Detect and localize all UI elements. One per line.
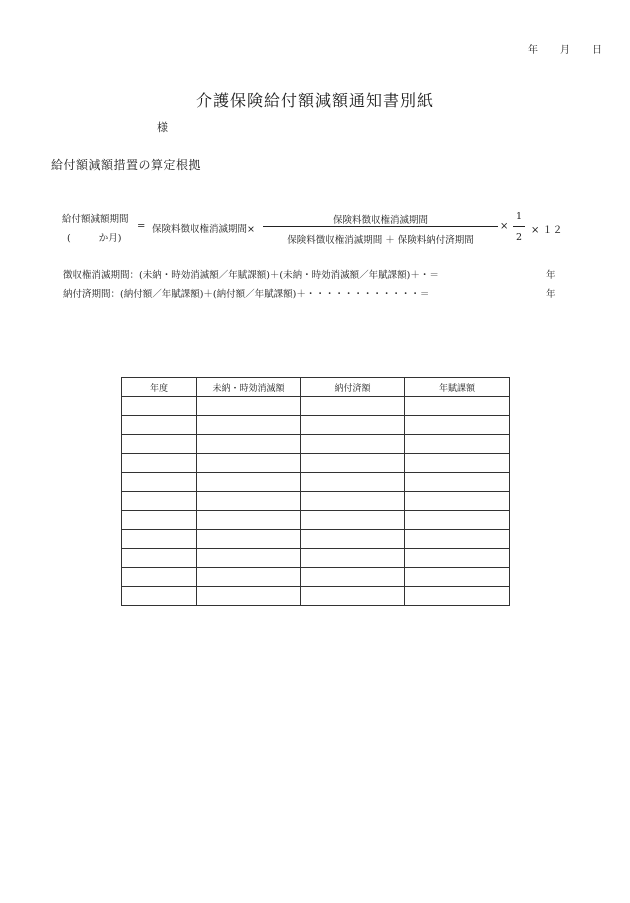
table-cell[interactable]	[301, 416, 405, 435]
table-row	[122, 454, 510, 473]
header-unpaid-expired: 未納・時効消滅額	[197, 378, 301, 397]
table-cell[interactable]	[122, 549, 197, 568]
table-cell[interactable]	[197, 530, 301, 549]
formula-lhs-term: 保険料徴収権消滅期間×	[152, 224, 255, 235]
calc-line-collection-unit: 年	[546, 270, 556, 281]
date-line	[528, 41, 602, 56]
table-cell[interactable]	[405, 416, 510, 435]
table-cell[interactable]	[197, 416, 301, 435]
table-row	[122, 397, 510, 416]
table-row	[122, 473, 510, 492]
date-month-label: 月	[560, 45, 570, 56]
formula-label: 給付額減額期間	[62, 214, 129, 225]
table-cell[interactable]	[301, 492, 405, 511]
table-cell[interactable]	[405, 492, 510, 511]
addressee-suffix: 様	[157, 121, 168, 134]
table-cell[interactable]	[405, 511, 510, 530]
table-cell[interactable]	[122, 492, 197, 511]
calc-line-paid-period: 納付済期間：(納付額／年賦課額)＋(納付額／年賦課額)＋・・・・・・・・・・・・＝	[63, 289, 430, 300]
records-table	[121, 377, 510, 606]
formula-equals: =	[137, 221, 146, 232]
table-row	[122, 511, 510, 530]
table-cell[interactable]	[405, 587, 510, 606]
table-cell[interactable]	[405, 549, 510, 568]
table-cell[interactable]	[197, 587, 301, 606]
table-cell[interactable]	[197, 492, 301, 511]
section-heading: 給付額減額措置の算定根拠	[51, 158, 202, 172]
table-cell[interactable]	[197, 454, 301, 473]
formula-fraction-bar	[263, 226, 498, 227]
formula-half-numerator: 1	[515, 211, 523, 222]
calc-line-paid-unit: 年	[546, 289, 556, 300]
table-cell[interactable]	[405, 568, 510, 587]
table-cell[interactable]	[301, 549, 405, 568]
table-cell[interactable]	[197, 568, 301, 587]
table-header-row	[122, 378, 510, 397]
table-row	[122, 530, 510, 549]
table-cell[interactable]	[301, 397, 405, 416]
table-cell[interactable]	[197, 473, 301, 492]
table-cell[interactable]	[122, 454, 197, 473]
formula-numerator: 保険料徴収権消滅期間	[332, 215, 428, 226]
table-cell[interactable]	[197, 397, 301, 416]
table-cell[interactable]	[405, 397, 510, 416]
formula-times: ×	[500, 221, 509, 232]
formula-months-label	[67, 230, 121, 244]
table-cell[interactable]	[197, 549, 301, 568]
table-cell[interactable]	[301, 435, 405, 454]
table-cell[interactable]	[122, 568, 197, 587]
formula-denominator: 保険料徴収権消滅期間 ＋ 保険料納付済期間	[287, 235, 474, 246]
table-cell[interactable]	[405, 473, 510, 492]
table-cell[interactable]	[301, 473, 405, 492]
formula-open-paren: (	[67, 233, 71, 244]
formula-half-bar	[513, 226, 525, 227]
header-annual-levy: 年賦課額	[405, 378, 510, 397]
table-row	[122, 568, 510, 587]
table-cell[interactable]	[301, 587, 405, 606]
table-cell[interactable]	[301, 454, 405, 473]
table-cell[interactable]	[405, 435, 510, 454]
table-cell[interactable]	[122, 530, 197, 549]
formula-half-denominator: 2	[515, 232, 523, 243]
calc-line-collection-period: 徴収権消滅期間：(未納・時効消滅額／年賦課額)＋(未納・時効消滅額／年賦課額)＋・＝	[63, 270, 439, 281]
table-cell[interactable]	[301, 568, 405, 587]
table-cell[interactable]	[405, 530, 510, 549]
table-cell[interactable]	[301, 511, 405, 530]
table-row	[122, 587, 510, 606]
table-cell[interactable]	[122, 435, 197, 454]
table-cell[interactable]	[122, 587, 197, 606]
header-fiscal-year: 年度	[122, 378, 197, 397]
table-row	[122, 492, 510, 511]
formula-months-text: か月)	[98, 233, 122, 244]
table-cell[interactable]	[122, 397, 197, 416]
date-year-label: 年	[528, 45, 538, 56]
table-cell[interactable]	[301, 530, 405, 549]
table-cell[interactable]	[122, 511, 197, 530]
table-cell[interactable]	[122, 416, 197, 435]
table-row	[122, 435, 510, 454]
document-title: 介護保険給付額減額通知書別紙	[195, 91, 434, 110]
table-cell[interactable]	[122, 473, 197, 492]
table-cell[interactable]	[405, 454, 510, 473]
table-cell[interactable]	[197, 435, 301, 454]
table-row	[122, 416, 510, 435]
date-day-label: 日	[592, 45, 602, 56]
table-row	[122, 549, 510, 568]
formula-times-twelve: × １２	[531, 225, 563, 236]
table-cell[interactable]	[197, 511, 301, 530]
header-paid-amount: 納付済額	[301, 378, 405, 397]
